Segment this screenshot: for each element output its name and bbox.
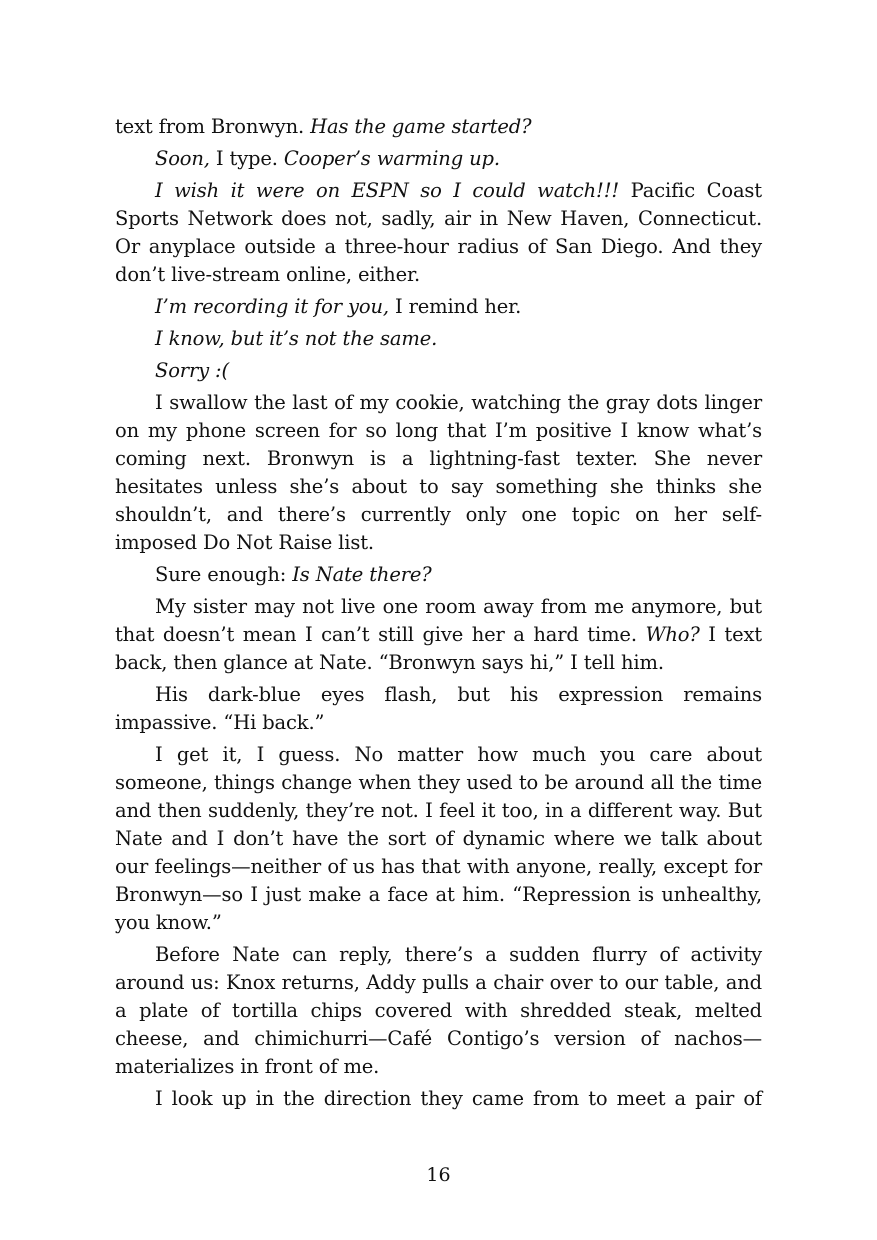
paragraph-2-segment-2: I type. [209, 147, 284, 170]
paragraph-10 [115, 681, 762, 737]
paragraph-3-segment-1: I wish it were on ESPN so I could watch!!! [155, 179, 620, 202]
paragraph-8-segment-2: Is Nate there? [292, 563, 432, 586]
paragraph-8-segment-1: Sure enough: [155, 563, 293, 586]
paragraph-12 [115, 941, 762, 1081]
page-number: 16 [426, 1164, 451, 1186]
paragraph-4 [115, 293, 762, 321]
paragraph-1-segment-2: Has the game started? [310, 115, 532, 138]
paragraph-5 [115, 325, 762, 353]
paragraph-11 [115, 741, 762, 937]
paragraph-6-segment-1: Sorry :( [155, 359, 229, 382]
paragraph-9-segment-1: My sister may not live one room away from me anymore, but that doesn’t mean I can’t still give her a hard time. [115, 595, 762, 646]
paragraph-2-segment-1: Soon, [155, 147, 210, 170]
paragraph-10-segment-1: His dark-blue eyes flash, but his expression remains impassive. “Hi back.” [115, 683, 762, 734]
paragraph-9-segment-2: Who? [645, 623, 700, 646]
paragraph-11-segment-1: I get it, I guess. No matter how much you care about someone, things change when they used to be around all the time and then suddenly, they’re not. I feel it too, in a different way. But Nate and I don’t have the sort of dynamic where we talk about our feelings—neither of us has that with anyone, really, except for Bronwyn—so I just make a face at him. “Repression is unhealthy, you know.” [115, 743, 762, 934]
paragraph-7-segment-1: I swallow the last of my cookie, watching the gray dots linger on my phone screen for so long that I’m positive I know what’s coming next. Bronwyn is a lightning-fast texter. She never hesitates unless she’s about to say something she thinks she shouldn’t, and there’s currently only one topic on her self-imposed Do Not Raise list. [115, 391, 762, 554]
paragraph-9 [115, 593, 762, 677]
paragraph-4-segment-1: I’m recording it for you, [155, 295, 389, 318]
paragraph-5-segment-1: I know, but it’s not the same. [155, 327, 438, 350]
paragraph-1-segment-1: text from Bronwyn. [115, 115, 311, 138]
paragraph-7 [115, 389, 762, 557]
body-text [115, 113, 762, 1117]
paragraph-6 [115, 357, 762, 385]
paragraph-4-segment-2: I remind her. [388, 295, 522, 318]
paragraph-3-segment-2: Pacific Coast Sports Network does not, sadly, air in New Haven, Connecticut. Or anyplace outside a three-hour radius of San Diego. And they don’t live-stream online, either. [115, 179, 762, 286]
paragraph-13-segment-1: I look up in the direction they came from to meet a pair of [155, 1087, 762, 1110]
paragraph-8 [115, 561, 762, 589]
paragraph-12-segment-1: Before Nate can reply, there’s a sudden flurry of activity around us: Knox returns, Addy pulls a chair over to our table, and a plate of tortilla chips covered with shredded steak, melted cheese, and chimichurri—Café Contigo’s version of nachos—materializes in front of me. [115, 943, 762, 1078]
paragraph-1 [115, 113, 762, 141]
paragraph-2 [115, 145, 762, 173]
paragraph-3 [115, 177, 762, 289]
paragraph-2-segment-3: Cooper’s warming up. [283, 147, 500, 170]
paragraph-13 [115, 1085, 762, 1113]
paragraph-9-segment-3: I text back, then glance at Nate. “Bronwyn says hi,” I tell him. [115, 623, 762, 674]
